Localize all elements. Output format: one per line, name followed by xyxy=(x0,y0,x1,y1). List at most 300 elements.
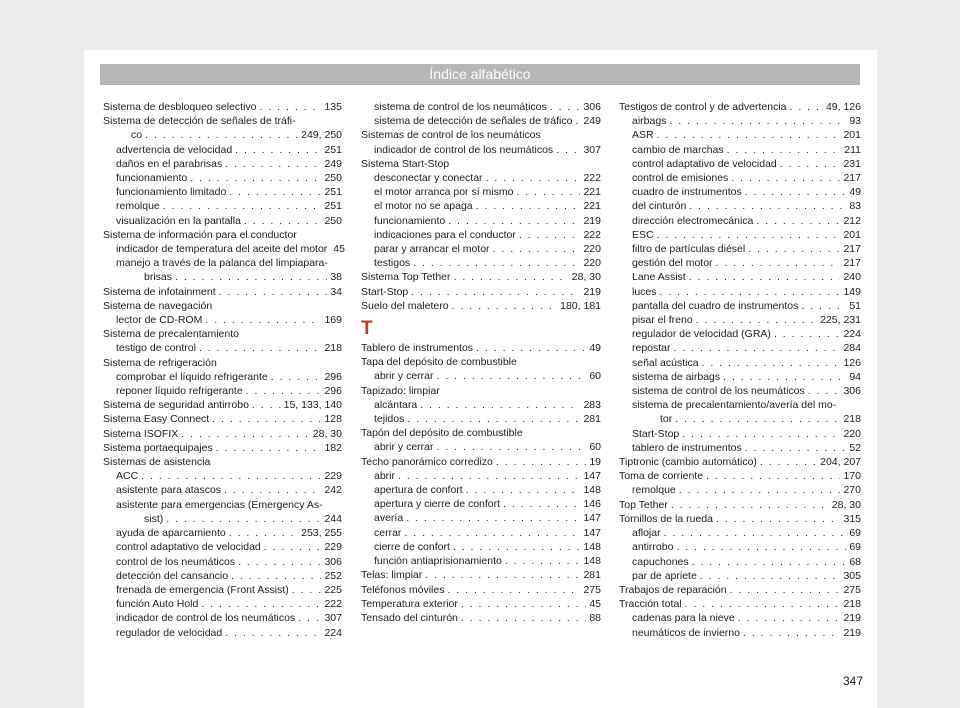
entry-page-ref[interactable]: 307 xyxy=(583,143,601,156)
section-letter: T xyxy=(361,318,373,340)
entry-term: neumáticos de invierno xyxy=(632,626,740,639)
entry-term: Tensado del cinturón xyxy=(361,611,458,624)
index-entry xyxy=(103,455,342,469)
index-subentry xyxy=(619,427,861,441)
index-subentry xyxy=(361,256,601,270)
entry-term: Toma de corriente xyxy=(619,470,704,483)
entry-page-ref[interactable]: 204, 207 xyxy=(820,456,861,469)
index-subentry xyxy=(619,214,861,228)
leader-dots xyxy=(461,597,586,611)
entry-term: dirección electromecánica xyxy=(632,214,754,227)
entry-term: indicador de control de los neumáticos xyxy=(116,612,296,625)
leader-dots xyxy=(780,157,841,171)
entry-term: tejidos xyxy=(374,413,405,426)
index-subentry xyxy=(361,369,601,383)
leader-dots xyxy=(738,611,841,625)
index-entry xyxy=(103,412,342,426)
entry-page-ref[interactable]: 249 xyxy=(583,115,601,128)
entry-page-ref[interactable]: 284 xyxy=(843,342,861,355)
leader-dots xyxy=(743,626,840,640)
entry-page-ref[interactable]: 218 xyxy=(324,342,342,355)
entry-term: comprobar el líquido refrigerante xyxy=(116,370,268,383)
entry-page-ref[interactable]: 218 xyxy=(843,598,861,611)
entry-term: funcionamiento xyxy=(116,172,188,185)
index-entry xyxy=(619,100,861,114)
entry-page-ref[interactable]: 149 xyxy=(843,285,861,298)
entry-page-ref[interactable]: 270 xyxy=(843,484,861,497)
index-subentry xyxy=(103,555,342,569)
entry-page-ref[interactable]: 217 xyxy=(843,243,861,256)
entry-term: regulador de velocidad (GRA) xyxy=(632,328,771,341)
entry-term: Sistemas de asistencia xyxy=(103,456,211,469)
entry-page-ref[interactable]: 221 xyxy=(583,200,601,213)
leader-dots xyxy=(716,256,841,270)
leader-dots xyxy=(448,214,580,228)
index-subentry xyxy=(103,540,342,554)
entry-page-ref[interactable]: 135 xyxy=(324,101,342,113)
leader-dots xyxy=(252,398,281,412)
leader-dots xyxy=(260,100,322,114)
index-subentry xyxy=(103,626,342,640)
leader-dots xyxy=(674,341,841,355)
entry-term: Telas: limpiar xyxy=(361,569,423,582)
entry-term: ACC xyxy=(116,470,139,483)
entry-term: Tapa del depósito de combustible xyxy=(361,356,517,369)
index-subentry xyxy=(103,143,342,157)
leader-dots xyxy=(682,427,840,441)
entry-term: Sistema de navegación xyxy=(103,299,213,312)
leader-dots xyxy=(575,114,580,128)
entry-page-ref[interactable]: 28, 30 xyxy=(571,271,601,284)
entry-term: sistema de control de los neumáticos xyxy=(632,385,805,398)
entry-term: el motor no se apaga xyxy=(374,200,473,213)
entry-page-ref[interactable]: 69 xyxy=(849,527,861,540)
entry-page-ref[interactable]: 225, 231 xyxy=(820,314,861,327)
entry-page-ref[interactable]: 249, 250 xyxy=(301,129,342,142)
entry-term: Suelo del maletero xyxy=(361,299,449,312)
leader-dots xyxy=(454,270,569,284)
index-column-2 xyxy=(361,100,601,625)
entry-page-ref[interactable]: 128 xyxy=(324,413,342,426)
index-subentry xyxy=(103,569,342,583)
leader-dots xyxy=(244,214,322,228)
entry-page-ref[interactable]: 242 xyxy=(324,484,342,497)
index-entry xyxy=(619,583,861,597)
entry-page-ref[interactable]: 147 xyxy=(583,526,601,539)
index-subentry xyxy=(619,356,861,370)
entry-page-ref[interactable]: 60 xyxy=(589,370,601,383)
entry-page-ref[interactable]: 201 xyxy=(843,129,861,142)
entry-page-ref[interactable]: 281 xyxy=(583,413,601,426)
entry-page-ref[interactable]: 315 xyxy=(843,512,861,525)
leader-dots xyxy=(550,100,581,114)
entry-page-ref[interactable]: 49, 126 xyxy=(825,101,861,113)
entry-term: Tornillos de la rueda xyxy=(619,512,713,525)
entry-term: Teléfonos móviles xyxy=(361,583,445,596)
entry-page-ref[interactable]: 221 xyxy=(583,186,601,199)
leader-dots xyxy=(404,526,580,540)
entry-term: Testigos de control y de advertencia xyxy=(619,101,787,113)
index-subentry xyxy=(103,341,342,355)
entry-term: indicaciones para el conductor xyxy=(374,228,516,241)
leader-dots xyxy=(181,427,310,441)
index-subentry xyxy=(619,483,861,497)
entry-term: funcionamiento limitado xyxy=(116,186,227,199)
index-subentry xyxy=(361,214,601,228)
entry-page-ref[interactable]: 224 xyxy=(843,328,861,341)
entry-term: visualización en la pantalla xyxy=(116,214,241,227)
index-subentry xyxy=(619,626,861,640)
index-subentry xyxy=(103,597,342,611)
entry-page-ref[interactable]: 224 xyxy=(324,626,342,639)
entry-term: Tracción total xyxy=(619,598,682,611)
leader-dots xyxy=(801,299,846,313)
index-subentry xyxy=(103,171,342,185)
leader-dots xyxy=(141,469,321,483)
entry-page-ref[interactable]: 148 xyxy=(583,540,601,553)
index-subentry xyxy=(619,327,861,341)
leader-dots xyxy=(229,185,321,199)
leader-dots xyxy=(486,171,581,185)
leader-dots xyxy=(225,626,321,640)
entry-page-ref[interactable]: 68 xyxy=(849,555,861,568)
entry-page-ref[interactable]: 126 xyxy=(843,356,861,369)
entry-page-ref[interactable]: 218 xyxy=(843,413,861,426)
entry-term: avería xyxy=(374,512,404,525)
leader-dots xyxy=(519,228,581,242)
entry-term: capuchones xyxy=(632,555,689,568)
entry-term: gestión del motor xyxy=(632,257,713,270)
entry-page-ref[interactable]: 281 xyxy=(583,569,601,582)
entry-page-ref[interactable]: 296 xyxy=(324,385,342,398)
entry-term: función Auto Hold xyxy=(116,598,199,611)
entry-page-ref[interactable]: 217 xyxy=(843,257,861,270)
leader-dots xyxy=(496,455,586,469)
entry-page-ref[interactable]: 249 xyxy=(324,157,342,170)
leader-dots xyxy=(166,512,321,526)
entry-page-ref[interactable]: 211 xyxy=(844,143,861,156)
leader-dots xyxy=(657,228,841,242)
leader-dots xyxy=(246,384,322,398)
entry-page-ref[interactable]: 217 xyxy=(843,172,861,185)
entry-page-ref[interactable]: 222 xyxy=(324,598,342,611)
entry-page-ref[interactable]: 296 xyxy=(324,370,342,383)
entry-term: control adaptativo de velocidad xyxy=(116,541,261,554)
entry-page-ref[interactable]: 252 xyxy=(324,569,342,582)
entry-page-ref[interactable]: 283 xyxy=(583,398,601,411)
index-entry xyxy=(103,285,342,299)
index-subentry xyxy=(361,199,601,213)
index-entry xyxy=(361,583,601,597)
index-subentry xyxy=(103,526,342,540)
leader-dots xyxy=(669,114,846,128)
entry-page-ref[interactable]: 250 xyxy=(324,172,342,185)
index-subentry xyxy=(103,313,342,327)
entry-term: filtro de partículas diésel xyxy=(632,243,746,256)
entry-term: Sistema portaequipajes xyxy=(103,441,213,454)
entry-term: Sistema de refrigeración xyxy=(103,356,217,369)
entry-page-ref[interactable]: 251 xyxy=(324,143,342,156)
entry-page-ref[interactable]: 148 xyxy=(583,484,601,497)
leader-dots xyxy=(420,398,580,412)
entry-page-ref[interactable]: 170 xyxy=(843,470,861,483)
leader-dots xyxy=(679,483,841,497)
leader-dots xyxy=(660,285,841,299)
index-subentry xyxy=(619,555,861,569)
index-subentry xyxy=(103,185,342,199)
leader-dots xyxy=(407,412,580,426)
entry-page-ref[interactable]: 201 xyxy=(843,228,861,241)
entry-page-ref[interactable]: 148 xyxy=(583,555,601,568)
entry-page-ref[interactable]: 34 xyxy=(330,285,342,298)
entry-page-ref[interactable]: 222 xyxy=(583,228,601,241)
index-entry xyxy=(619,469,861,483)
entry-page-ref[interactable]: 251 xyxy=(324,186,342,199)
entry-term: frenada de emergencia (Front Assist) xyxy=(116,583,289,596)
entry-term: Sistema ISOFIX xyxy=(103,427,179,440)
entry-page-ref[interactable]: 28, 30 xyxy=(831,498,861,511)
entry-page-ref[interactable]: 219 xyxy=(843,612,861,625)
index-subentry xyxy=(361,171,601,185)
leader-dots xyxy=(689,199,846,213)
leader-dots xyxy=(476,341,586,355)
entry-page-ref[interactable]: 83 xyxy=(849,200,861,213)
leader-dots xyxy=(437,440,587,454)
index-entry xyxy=(103,114,342,142)
leader-dots xyxy=(723,370,846,384)
entry-term: abrir y cerrar xyxy=(374,370,434,383)
entry-page-ref[interactable]: 49 xyxy=(849,186,861,199)
entry-page-ref[interactable]: 244 xyxy=(324,512,342,525)
index-subentry xyxy=(361,398,601,412)
index-subentry xyxy=(619,285,861,299)
index-subentry xyxy=(619,384,861,398)
entry-term: daños en el parabrisas xyxy=(116,157,223,170)
entry-page-ref[interactable]: 306 xyxy=(843,385,861,398)
entry-page-ref[interactable]: 220 xyxy=(583,257,601,270)
entry-term: cambio de marchas xyxy=(632,143,724,156)
index-entry xyxy=(103,356,342,370)
leader-dots xyxy=(231,569,321,583)
entry-term: sistema de precalentamiento/avería del mo- xyxy=(632,399,837,412)
entry-term: Sistema de desbloqueo selectivo xyxy=(103,101,257,113)
entry-page-ref[interactable]: 49 xyxy=(589,342,601,355)
leader-dots xyxy=(503,497,580,511)
entry-page-ref[interactable]: 69 xyxy=(849,541,861,554)
entry-term: cerrar xyxy=(374,526,402,539)
leader-dots xyxy=(676,540,846,554)
entry-term: ASR xyxy=(632,129,654,142)
entry-term: asistente para atascos xyxy=(116,484,222,497)
entry-page-ref[interactable]: 182 xyxy=(324,441,342,454)
entry-term: Sistema de detección de señales de tráfi- xyxy=(103,115,296,128)
leader-dots xyxy=(730,583,841,597)
entry-term: Top Tether xyxy=(619,498,668,511)
entry-term: cierre de confort xyxy=(374,540,450,553)
leader-dots xyxy=(199,341,322,355)
leader-dots xyxy=(398,469,580,483)
leader-dots xyxy=(466,483,581,497)
entry-page-ref[interactable]: 15, 133, 140 xyxy=(283,399,342,412)
index-subentry xyxy=(103,611,342,625)
entry-page-ref[interactable]: 307 xyxy=(324,612,342,625)
index-subentry xyxy=(103,242,345,256)
entry-page-ref[interactable]: 45 xyxy=(333,243,345,256)
index-entry xyxy=(361,426,601,440)
index-entry xyxy=(361,355,601,369)
entry-page-ref[interactable]: 225 xyxy=(324,583,342,596)
leader-dots xyxy=(175,270,327,284)
entry-term: apertura y cierre de confort xyxy=(374,498,501,511)
entry-page-ref[interactable]: 229 xyxy=(324,470,342,483)
index-entry xyxy=(103,398,342,412)
entry-page-ref[interactable]: 219 xyxy=(583,285,601,298)
index-entry xyxy=(361,299,601,313)
entry-term: control de los neumáticos xyxy=(116,555,236,568)
entry-term: antirrobo xyxy=(632,541,674,554)
entry-page-ref[interactable]: 212 xyxy=(843,214,861,227)
page-header: Índice alfabético xyxy=(100,64,860,85)
entry-term: Start-Stop xyxy=(361,285,409,298)
leader-dots xyxy=(700,569,841,583)
entry-term: reponer líquido refrigerante xyxy=(116,385,243,398)
entry-term: testigo de control xyxy=(116,342,196,355)
index-subentry xyxy=(619,569,861,583)
index-subentry xyxy=(103,256,342,284)
entry-term: cuadro de instrumentos xyxy=(632,186,742,199)
entry-page-ref[interactable]: 220 xyxy=(583,243,601,256)
entry-term: par de apriete xyxy=(632,569,697,582)
index-subentry xyxy=(361,497,601,511)
entry-term: ESC xyxy=(632,228,654,241)
entry-page-ref[interactable]: 147 xyxy=(583,512,601,525)
index-entry xyxy=(103,441,342,455)
leader-dots xyxy=(696,313,817,327)
index-subentry xyxy=(361,483,601,497)
index-subentry xyxy=(103,370,342,384)
index-subentry xyxy=(619,526,861,540)
entry-term: luces xyxy=(632,285,657,298)
leader-dots xyxy=(808,384,841,398)
index-subentry xyxy=(361,440,601,454)
entry-page-ref[interactable]: 60 xyxy=(589,441,601,454)
entry-page-ref[interactable]: 240 xyxy=(843,271,861,284)
leader-dots xyxy=(219,285,328,299)
entry-page-ref[interactable]: 253, 255 xyxy=(301,527,342,540)
entry-page-ref[interactable]: 180, 181 xyxy=(560,299,601,312)
entry-term: Tapizado: limpiar xyxy=(361,384,440,397)
entry-page-ref[interactable]: 219 xyxy=(843,626,861,639)
leader-dots xyxy=(774,327,841,341)
entry-page-ref[interactable]: 251 xyxy=(324,200,342,213)
entry-page-ref[interactable]: 306 xyxy=(583,101,601,113)
entry-page-ref[interactable]: 306 xyxy=(324,555,342,568)
entry-page-ref[interactable]: 222 xyxy=(583,172,601,185)
index-subentry xyxy=(103,583,342,597)
entry-term: Start-Stop xyxy=(632,427,680,440)
entry-term: Techo panorámico corredizo xyxy=(361,455,493,468)
entry-term: señal acústica xyxy=(632,356,699,369)
index-subentry xyxy=(619,256,861,270)
entry-page-ref[interactable]: 169 xyxy=(324,314,342,327)
entry-page-ref[interactable]: 88 xyxy=(589,611,601,624)
entry-term: Temperatura exterior xyxy=(361,597,458,610)
entry-page-ref[interactable]: 51 xyxy=(849,299,861,312)
leader-dots xyxy=(461,611,586,625)
entry-term: Tablero de instrumentos xyxy=(361,342,474,355)
index-subentry xyxy=(619,157,861,171)
entry-term: Sistema Top Tether xyxy=(361,271,451,284)
leader-dots xyxy=(235,143,321,157)
index-subentry xyxy=(103,483,342,497)
leader-dots xyxy=(731,171,840,185)
entry-page-ref[interactable]: 45 xyxy=(589,597,601,610)
index-entry xyxy=(361,341,601,355)
leader-dots xyxy=(292,583,322,597)
entry-term: Tiptronic (cambio automático) xyxy=(619,456,757,469)
index-subentry xyxy=(619,313,861,327)
entry-page-ref[interactable]: 146 xyxy=(583,498,601,511)
entry-page-ref[interactable]: 93 xyxy=(849,115,861,128)
entry-page-ref[interactable]: 52 xyxy=(849,441,861,454)
entry-page-ref[interactable]: 229 xyxy=(324,541,342,554)
entry-term: Sistema de precalentamiento xyxy=(103,328,239,341)
index-entry xyxy=(103,427,342,441)
index-column-1 xyxy=(103,100,345,640)
entry-term: manejo a través de la palanca del limpiapara- xyxy=(116,257,328,270)
entry-term: Lane Assist xyxy=(632,271,686,284)
entry-page-ref[interactable]: 275 xyxy=(583,583,601,596)
entry-page-ref[interactable]: 94 xyxy=(849,370,861,383)
index-subentry xyxy=(619,270,861,284)
index-subentry xyxy=(619,299,861,313)
entry-page-ref[interactable]: 231 xyxy=(843,157,861,170)
entry-page-ref[interactable]: 305 xyxy=(843,569,861,582)
entry-page-ref[interactable]: 275 xyxy=(843,583,861,596)
entry-term: tor xyxy=(660,413,673,426)
entry-page-ref[interactable]: 220 xyxy=(843,427,861,440)
entry-term: Sistema Easy Connect xyxy=(103,413,210,426)
leader-dots xyxy=(664,526,847,540)
index-subentry xyxy=(619,199,861,213)
entry-term: parar y arrancar el motor xyxy=(374,243,490,256)
entry-page-ref[interactable]: 147 xyxy=(583,469,601,482)
leader-dots xyxy=(190,171,321,185)
index-entry xyxy=(361,157,601,171)
leader-dots xyxy=(702,356,841,370)
index-subentry xyxy=(361,412,601,426)
index-entry xyxy=(619,455,861,469)
leader-dots xyxy=(657,128,841,142)
index-subentry xyxy=(361,185,601,199)
entry-page-ref[interactable]: 250 xyxy=(324,214,342,227)
index-subentry xyxy=(103,498,342,526)
index-subentry xyxy=(619,114,861,128)
leader-dots xyxy=(476,199,581,213)
index-entry xyxy=(361,384,601,398)
entry-page-ref[interactable]: 219 xyxy=(583,214,601,227)
entry-term: Sistema de seguridad antirrobo xyxy=(103,399,249,412)
index-subentry xyxy=(361,228,601,242)
entry-page-ref[interactable]: 38 xyxy=(330,271,342,284)
index-column-3 xyxy=(619,100,861,640)
leader-dots xyxy=(706,469,840,483)
entry-term: alcántara xyxy=(374,398,418,411)
entry-page-ref[interactable]: 19 xyxy=(589,455,601,468)
leader-dots xyxy=(406,511,580,525)
index-entry xyxy=(103,100,342,114)
entry-page-ref[interactable]: 28, 30 xyxy=(312,427,342,440)
